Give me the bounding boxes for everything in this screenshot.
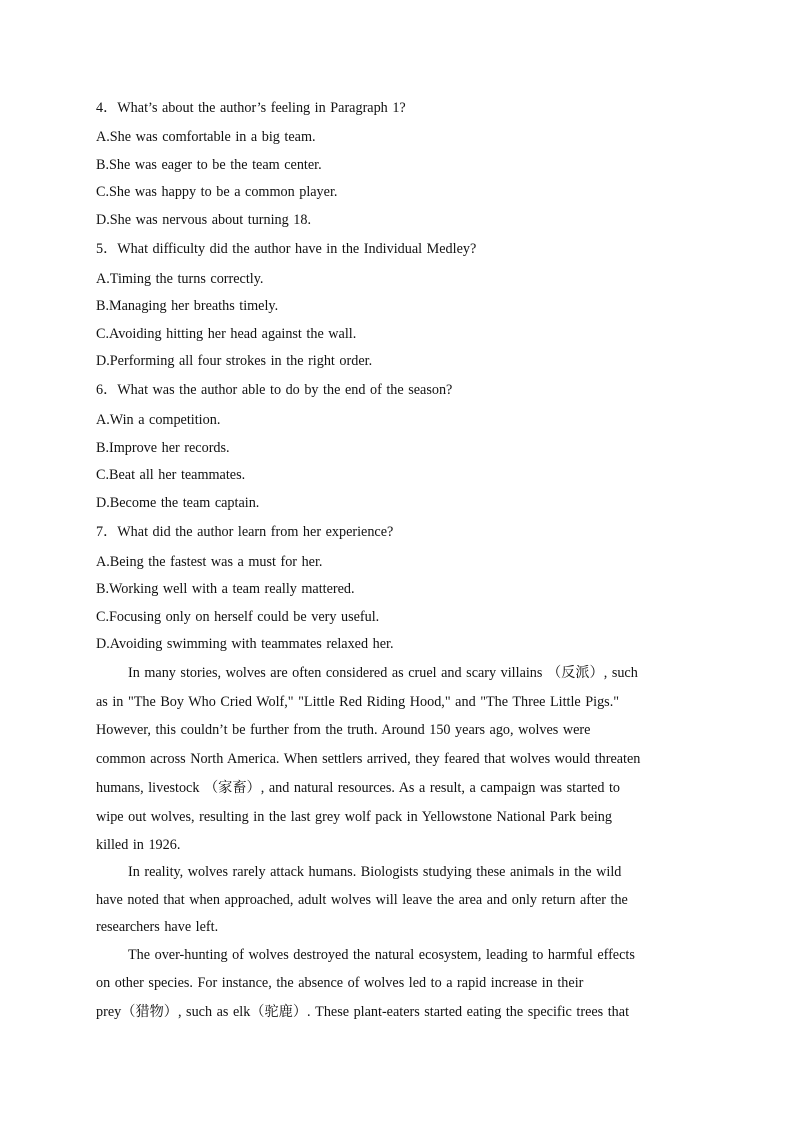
passage-p1-line-7: killed in 1926. xyxy=(96,837,181,853)
passage-p1-line-1: In many stories, wolves are often considered as cruel and scary villains （反派）, such xyxy=(128,665,638,681)
question-7-option-d: D.Avoiding swimming with teammates relaxed her. xyxy=(96,636,394,652)
question-4-option-a: A.She was comfortable in a big team. xyxy=(96,129,316,145)
passage-p3-line-3: prey（猎物）, such as elk（驼鹿）. These plant-eaters started eating the specific trees that xyxy=(96,1004,630,1020)
question-6-option-c: C.Beat all her teammates. xyxy=(96,467,246,483)
question-7-option-c: C.Focusing only on herself could be very useful. xyxy=(96,609,380,625)
passage-p1-line-5: humans, livestock （家畜）, and natural resources. As a result, a campaign was started to xyxy=(96,780,621,796)
question-5-option-c: C.Avoiding hitting her head against the wall. xyxy=(96,326,357,342)
question-7-option-a: A.Being the fastest was a must for her. xyxy=(96,554,323,570)
question-7-stem: 7．What did the author learn from her experience? xyxy=(96,524,394,540)
passage-p2-line-3: researchers have left. xyxy=(96,919,219,935)
question-6-stem: 6．What was the author able to do by the end of the season? xyxy=(96,382,453,398)
question-4-stem: 4．What’s about the author’s feeling in Paragraph 1? xyxy=(96,100,406,116)
passage-p3-line-1: The over-hunting of wolves destroyed the natural ecosystem, leading to harmful effects xyxy=(128,947,635,963)
passage-p1-line-2: as in "The Boy Who Cried Wolf," "Little Red Riding Hood," and "The Three Little Pigs." xyxy=(96,694,620,710)
question-7-option-b: B.Working well with a team really mattered. xyxy=(96,581,355,597)
question-4-option-b: B.She was eager to be the team center. xyxy=(96,157,322,173)
question-4-option-d: D.She was nervous about turning 18. xyxy=(96,212,312,228)
question-6-option-a: A.Win a competition. xyxy=(96,412,221,428)
question-6-option-b: B.Improve her records. xyxy=(96,440,230,456)
question-5-stem: 5．What difficulty did the author have in the Individual Medley? xyxy=(96,241,477,257)
passage-p2-line-1: In reality, wolves rarely attack humans. Biologists studying these animals in the wild xyxy=(128,864,622,880)
passage-p3-line-2: on other species. For instance, the absence of wolves led to a rapid increase in their xyxy=(96,975,584,991)
question-6-option-d: D.Become the team captain. xyxy=(96,495,260,511)
passage-p1-line-4: common across North America. When settlers arrived, they feared that wolves would threaten xyxy=(96,751,641,767)
question-4-option-c: C.She was happy to be a common player. xyxy=(96,184,338,200)
question-5-option-a: A.Timing the turns correctly. xyxy=(96,271,264,287)
passage-p1-line-6: wipe out wolves, resulting in the last grey wolf pack in Yellowstone National Park being xyxy=(96,809,612,825)
passage-p2-line-2: have noted that when approached, adult wolves will leave the area and only return after the xyxy=(96,892,628,908)
passage-p1-line-3: However, this couldn’t be further from the truth. Around 150 years ago, wolves were xyxy=(96,722,591,738)
question-5-option-b: B.Managing her breaths timely. xyxy=(96,298,279,314)
question-5-option-d: D.Performing all four strokes in the right order. xyxy=(96,353,373,369)
